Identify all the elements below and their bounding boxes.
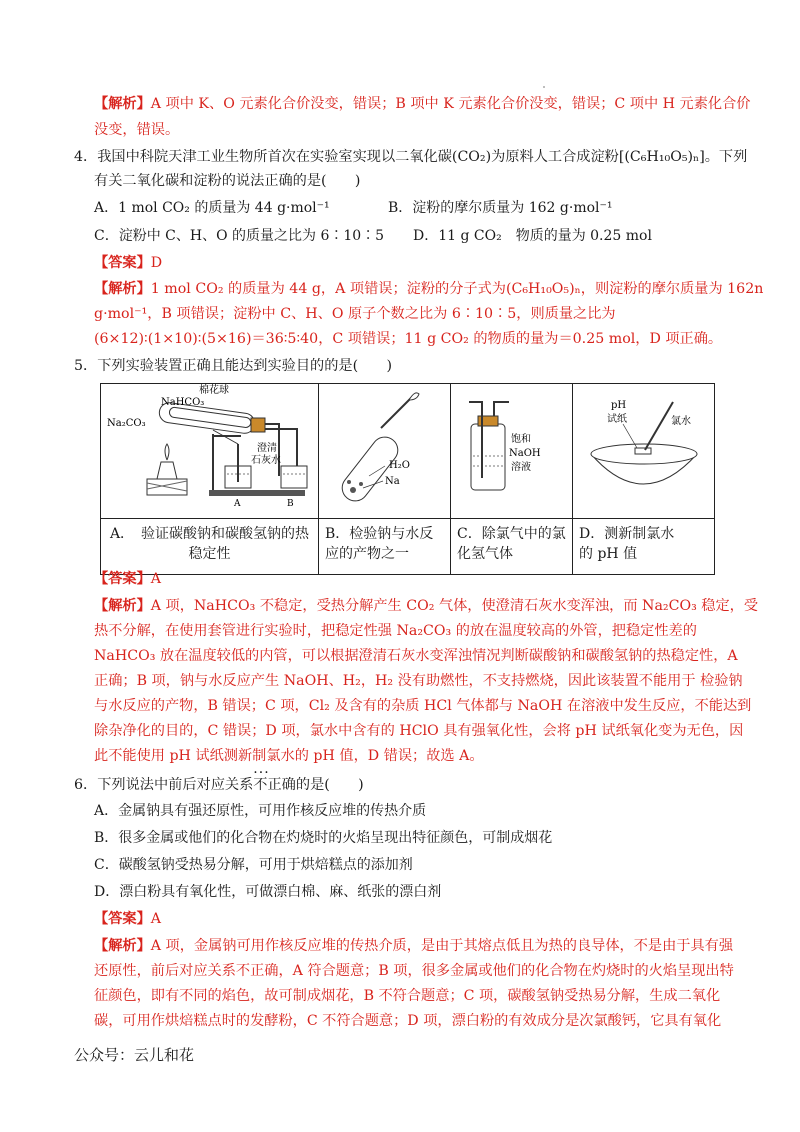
q5-figure-a-cell (101, 384, 319, 519)
q4-stem-line2: 有关二氧化碳和淀粉的说法正确的是( ) (94, 173, 361, 189)
stand-base (209, 490, 305, 496)
label-a: A (234, 499, 241, 509)
q6-option-c: C．碳酸氢钠受热易分解，可用于烘焙糕点的添加剂 (94, 857, 413, 873)
q3-analysis-line2: 没变，错误。 (94, 122, 180, 138)
label-b: B (287, 499, 294, 509)
q6-option-d: D．漂白粉具有氧化性，可做漂白棉、麻、纸张的漂白剂 (94, 884, 442, 900)
q5-caption-c: C．除氯气中的氯 化氢气体 (451, 519, 573, 575)
speck (543, 86, 545, 88)
stopper (251, 418, 265, 432)
q4-option-a: A．1 mol CO₂ 的质量为 44 g·mol⁻¹ (94, 200, 330, 216)
q4-option-b: B．淀粉的摩尔质量为 162 g·mol⁻¹ (388, 200, 613, 216)
q4-option-d: D．11 g CO₂ 物质的量为 0.25 mol (413, 228, 652, 244)
q5-figure-c-cell (451, 384, 573, 519)
label-ph: pH (611, 400, 627, 411)
label-limewater-1: 澄清 (257, 443, 277, 454)
label-na2co3: Na₂CO₃ (107, 418, 146, 429)
washing-bottle (471, 424, 505, 490)
label-sodium: Na (385, 476, 400, 487)
q5-analysis-line7: 此不能使用 pH 试纸测新制氯水的 pH 值，D 错误；故选 A。 (94, 748, 484, 764)
footer-account: 公众号：云儿和花 (74, 1046, 195, 1064)
beaker-b (281, 466, 307, 488)
q3-analysis-line1: 【解析】A 项中 K、O 元素化合价没变，错误；B 项中 K 元素化合价没变，错误；C 项中 H 元素化合价 (94, 96, 751, 112)
q6-stem: 6．下列说法中前后对应关系··· 不正确的是( ) (74, 775, 364, 795)
q5-stem: 5．下列实验装置正确且能达到实验目的的是( ) (74, 358, 393, 374)
label-test-paper: 试纸 (607, 414, 627, 425)
q5-caption-b: B．检验钠与水反 应的产物之一 (319, 519, 451, 575)
label-chlorine-water: 氯水 (671, 416, 691, 427)
q6-analysis-line4: 碳，可用作烘焙糕点时的发酵粉，C 不符合题意；D 项，漂白粉的有效成分是次氯酸钙，它具有氧化 (94, 1013, 722, 1029)
q5-caption-a: A． 验证碳酸钠和碳酸氢钠的热 稳定性 (101, 519, 319, 575)
label-limewater-2: 石灰水 (251, 455, 281, 466)
q5-figure-b-cell (319, 384, 451, 519)
thermal-stability-apparatus-diagram (101, 384, 319, 514)
q4-option-c: C．淀粉中 C、H、O 的质量之比为 6∶10∶5 (94, 228, 385, 244)
label-saturated: 饱和 (511, 434, 531, 445)
q5-analysis-line6: 除杂净化的目的，C 错误；D 项，氯水中含有的 HClO 具有强氧化性，会将 pH 试纸氧化变为无色，因 (94, 723, 744, 739)
ph-paper (635, 448, 651, 454)
flame-icon (409, 393, 419, 400)
wooden-splint (381, 398, 411, 428)
sodium-water-test-tube-diagram (319, 384, 451, 514)
emphasis-dots: ··· 不正确 (253, 777, 296, 793)
q4-analysis-line2: g·mol⁻¹，B 项错误；淀粉中 C、H、O 原子个数之比为 6∶10∶5，则质量之比为 (94, 306, 616, 322)
q5-analysis-line2: 热不分解，在使用套管进行实验时，把稳定性强 Na₂CO₃ 的放在温度较高的外管，把稳定性差的 (94, 623, 697, 639)
q4-analysis-line3: (6×12)∶(1×10)∶(5×16)＝36∶5∶40，C 项错误；11 g CO₂ 的物质的量为＝0.25 mol，D 项正确。 (94, 331, 723, 347)
q5-answer: 【答案】A (94, 571, 162, 587)
flame-icon (165, 444, 169, 460)
q6-option-b: B．很多金属或他们的化合物在灼烧时的火焰呈现出特征颜色，可制成烟花 (94, 830, 553, 846)
label-nahco3: NaHCO₃ (161, 397, 205, 408)
q6-analysis-line2: 还原性，前后对应关系不正确，A 符合题意；B 项，很多金属或他们的化合物在灼烧时的火焰呈现出特 (94, 963, 734, 979)
label-solution: 溶液 (511, 462, 531, 473)
q4-analysis-line1: 【解析】1 mol CO₂ 的质量为 44 g，A 项错误；淀粉的分子式为(C₆H₁₀O₅)ₙ，则淀粉的摩尔质量为 162n (94, 281, 764, 297)
gas-washing-bottle-diagram (451, 384, 573, 514)
label-water: H₂O (389, 460, 410, 471)
label-cotton: 棉花球 (199, 385, 229, 396)
q6-option-a: A．金属钠具有强还原性，可用作核反应堆的传热介质 (94, 803, 427, 819)
ph-test-dish-diagram (573, 384, 715, 514)
glass-rod (645, 402, 673, 450)
q5-analysis-line5: 与水反应的产物，B 错误；C 项，Cl₂ 及含有的杂质 HCl 气体都与 NaOH 在溶液中发生反应，不能达到 (94, 698, 752, 714)
q5-analysis-line3: NaHCO₃ 放在温度较低的内管，可以根据澄清石灰水变浑浊情况判断碳酸钠和碳酸氢钠的热稳定性，A (94, 648, 738, 664)
q6-analysis-line1: 【解析】A 项，金属钠可用作核反应堆的传热介质，是由于其熔点低且为热的良导体，不是由于具有强 (94, 938, 734, 954)
label-naoh: NaOH (509, 448, 541, 459)
alcohol-lamp (157, 462, 177, 479)
q5-analysis-line1: 【解析】A 项，NaHCO₃ 不稳定，受热分解产生 CO₂ 气体，使澄清石灰水变浑浊，而 Na₂CO₃ 稳定，受 (94, 598, 759, 614)
q6-answer: 【答案】A (94, 911, 162, 927)
q6-analysis-line3: 征颜色，即有不同的焰色，故可制成烟花，B 不符合题意；C 项，碳酸氢钠受热易分解，生成二氧化 (94, 988, 721, 1004)
q5-figure-d-cell (573, 384, 715, 519)
q5-apparatus-table (100, 383, 715, 575)
q4-answer: 【答案】D (94, 255, 163, 271)
q5-analysis-line4: 正确；B 项，钠与水反应产生 NaOH、H₂，H₂ 没有助燃性，不支持燃烧，因此该装置不能用于 检验钠 (94, 673, 743, 689)
q5-caption-d: D．测新制氯水 的 pH 值 (573, 519, 715, 575)
q4-stem-line1: 4．我国中科院天津工业生物所首次在实验室实现以二氧化碳(CO₂)为原料人工合成淀粉[(C₆H₁₀O₅)ₙ]。下列 (74, 149, 748, 165)
